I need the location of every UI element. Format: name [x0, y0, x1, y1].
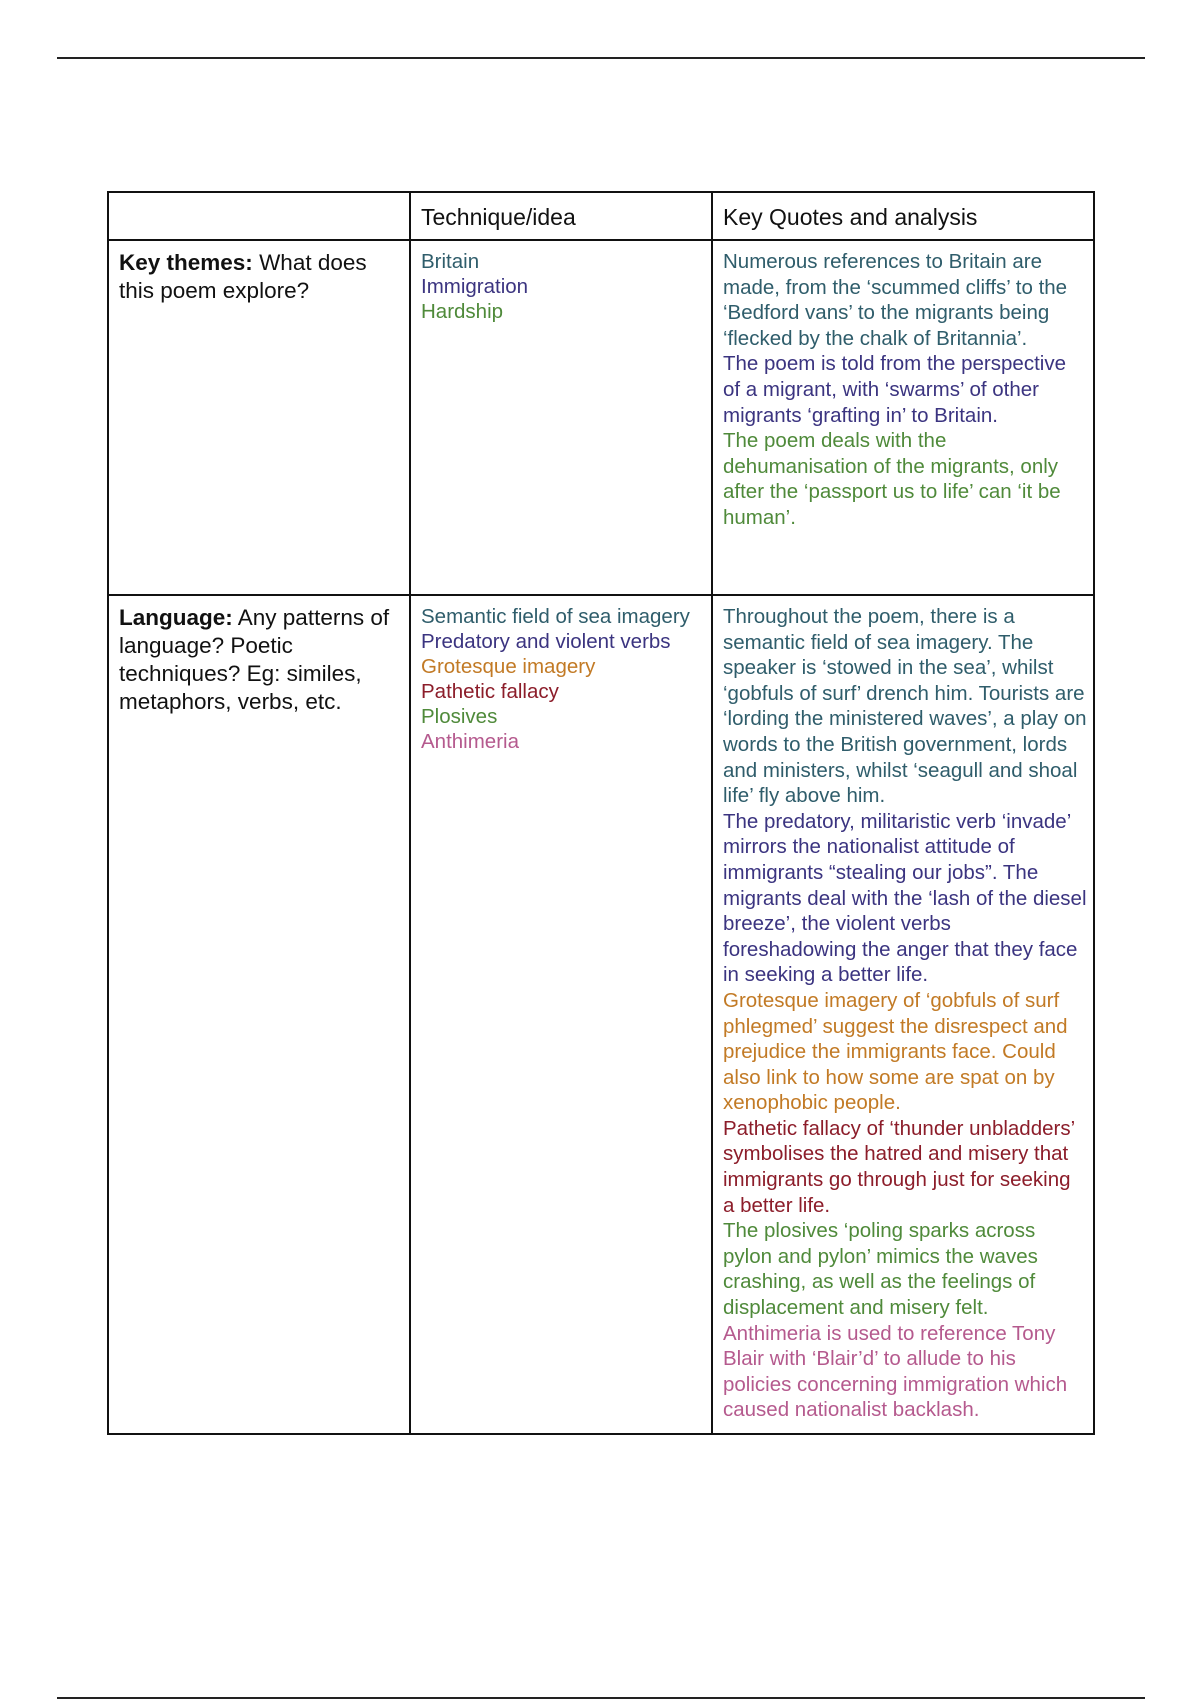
analysis-paragraph: The poem deals with the dehumanisation of the migrants, only after the ‘passport us to life’ can ‘it be human’.	[723, 429, 1061, 529]
analysis-paragraph: The poem is told from the perspective of a migrant, with ‘swarms’ of other migrants ‘grafting in’ to Britain.	[723, 352, 1066, 427]
technique-item: Anthimeria	[421, 730, 519, 753]
row-label-bold: Language:	[119, 605, 233, 630]
row-label-bold: Key themes:	[119, 250, 253, 275]
row-label-rest: Any patterns of language? Poetic techniques? Eg: similes, metaphors, verbs, etc.	[119, 605, 390, 714]
table-row-themes	[108, 240, 1094, 595]
row-label-rest: What does this poem explore?	[119, 250, 367, 303]
technique-item: Britain	[421, 250, 480, 273]
analysis-themes	[712, 240, 1094, 595]
technique-item: Semantic field of sea imagery	[421, 605, 690, 628]
table-row-language	[108, 595, 1094, 1434]
analysis-paragraph: Grotesque imagery of ‘gobfuls of surf phlegmed’ suggest the disrespect and prejudice the immigrants face. Could also link to how some are spat on by xenophobic people.	[723, 988, 1068, 1115]
analysis-paragraph: Throughout the poem, there is a semantic field of sea imagery. The speaker is ‘stowed in the sea’, whilst ‘gobfuls of surf’ drench him. Tourists are ‘lording the ministered waves’, a play on words to the British government, lords and ministers, whilst ‘seagull and shoal life’ fly above him.	[723, 605, 1087, 808]
techniques-themes	[410, 240, 712, 595]
header-row	[108, 192, 1094, 240]
bottom-rule	[57, 1697, 1145, 1699]
header-technique: Technique/idea	[410, 192, 712, 240]
poem-analysis-table	[107, 191, 1095, 1435]
technique-item: Grotesque imagery	[421, 655, 596, 678]
analysis-paragraph: Anthimeria is used to reference Tony Blair with ‘Blair’d’ to allude to his policies concerning immigration which caused nationalist backlash.	[723, 1321, 1068, 1422]
techniques-language	[410, 595, 712, 1434]
header-empty-cell	[108, 192, 410, 240]
technique-item: Plosives	[421, 705, 498, 728]
technique-item: Pathetic fallacy	[421, 680, 559, 703]
technique-item: Predatory and violent verbs	[421, 630, 671, 653]
analysis-paragraph: The plosives ‘poling sparks across pylon and pylon’ mimics the waves crashing, as well as the feelings of displacement and misery felt.	[723, 1219, 1038, 1320]
technique-item: Hardship	[421, 300, 504, 323]
analysis-language	[712, 595, 1094, 1434]
analysis-paragraph: The predatory, militaristic verb ‘invade’ mirrors the nationalist attitude of immigrants “stealing our jobs”. The migrants deal with the ‘lash of the diesel breeze’, the violent verbs foreshadowing the anger that they face in seeking a better life.	[723, 809, 1087, 987]
header-quotes: Key Quotes and analysis	[712, 192, 1094, 240]
row-label-language	[108, 595, 410, 1434]
analysis-paragraph: Pathetic fallacy of ‘thunder unbladders’ symbolises the hatred and misery that immigrants go through just for seeking a better life.	[723, 1116, 1075, 1217]
row-label-themes	[108, 240, 410, 595]
top-rule	[57, 57, 1145, 59]
analysis-paragraph: Numerous references to Britain are made, from the ‘scummed cliffs’ to the ‘Bedford vans’ to the migrants being ‘flecked by the chalk of Britannia’.	[723, 250, 1068, 350]
technique-item: Immigration	[421, 275, 529, 298]
